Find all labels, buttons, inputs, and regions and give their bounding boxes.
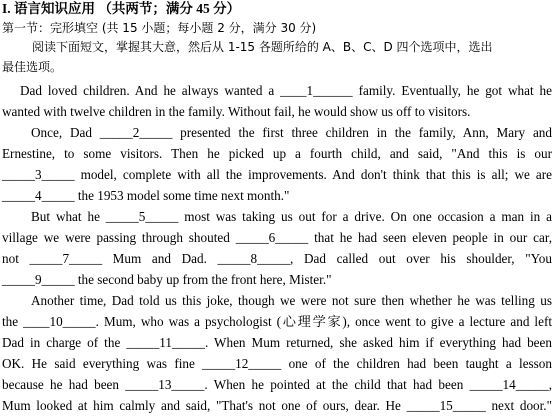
- instruction-line-2: 最佳选项。: [2, 60, 63, 74]
- passage-line: _____3_____ model, complete with all the improvements. And don't think that this is all; we are: [2, 167, 552, 182]
- passage-line: Once, Dad _____2_____ presented the first three children in the family, Ann, Mary and: [31, 125, 552, 140]
- passage-line: not _____7_____ Mum and Dad. _____8_____, Dad called out over his shoulder, "You: [2, 251, 552, 266]
- passage-line: wanted with twelve children in the family. Without fail, he would show us off to visitors.: [2, 104, 471, 119]
- passage-line: Ernestine, to some visitors. Then he picked up a fourth child, and said, "And this is our: [2, 146, 552, 161]
- passage-line: _____9_____ the second baby up from the front here, Mister.": [2, 272, 332, 287]
- passage-line: village we were passing through shouted _____6_____ that he had seen eleven people in our car,: [2, 230, 552, 245]
- passage-line: Dad in charge of the _____11_____. When Mum returned, she asked him if everything had been: [2, 335, 552, 350]
- passage-line: the ____10_____. Mum, who was a psychologist (心理学家), once went to give a lecture and left: [2, 314, 552, 329]
- passage-line: because he had been _____13_____. When he pointed at the child that had been _____14_____,: [2, 377, 552, 392]
- passage-line: OK. He said everything was fine _____12_____ one of the children had been taught a lesson: [2, 356, 552, 371]
- passage-line: Mum looked at him calmly and said, "That's not one of ours, dear. He _____15_____ next door.": [2, 398, 552, 413]
- passage-line: But what he _____5_____ most was taking us out for a drive. On one occasion a man in a: [31, 209, 552, 224]
- instruction-line-1: 阅读下面短文，掌握其大意，然后从 1-15 各题所给的 A、B、C、D 四个选项中，选出: [32, 40, 493, 54]
- subsection-title: 第一节：完形填空 (共 15 小题；每小题 2 分，满分 30 分): [2, 21, 317, 35]
- passage-line: Another time, Dad told us this joke, though we were not sure then whether he was telling us: [31, 293, 552, 308]
- passage-line: Dad loved children. And he always wanted a ____1______ family. Eventually, he got what he: [20, 83, 552, 98]
- section-heading: I. 语言知识应用 （共两节；满分 45 分）: [2, 1, 241, 16]
- passage-line: _____4_____ the 1953 model some time next month.": [2, 188, 290, 203]
